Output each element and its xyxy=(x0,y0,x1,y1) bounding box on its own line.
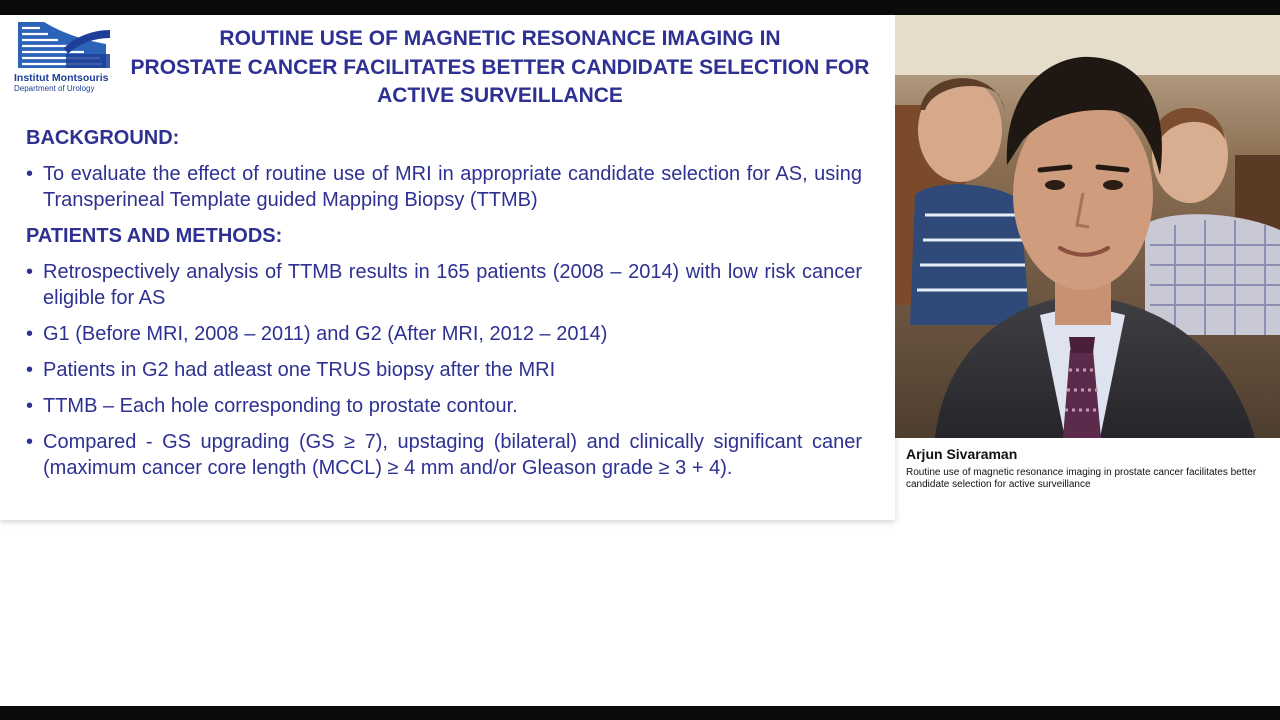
bullet-glyph: • xyxy=(26,431,34,453)
section-heading-background: BACKGROUND: xyxy=(26,127,180,149)
institution-logo xyxy=(14,18,110,98)
slide-title-line: PROSTATE CANCER FACILITATES BETTER CANDIDATE SELECTION FOR xyxy=(130,55,870,79)
bullet-item xyxy=(26,259,862,311)
speaker-photo xyxy=(895,15,1280,438)
slide-title xyxy=(110,25,890,111)
bullet-text: To evaluate the effect of routine use of MRI in appropriate candidate selection for AS, using Transperineal Template guided Mapping Biopsy (TTMB) xyxy=(43,163,862,211)
bullet-item xyxy=(26,357,862,383)
slide-title-line: ROUTINE USE OF MAGNETIC RESONANCE IMAGING IN xyxy=(219,27,781,50)
bullet-item xyxy=(26,161,862,213)
bullet-text: TTMB – Each hole corresponding to prostate contour. xyxy=(43,395,518,417)
bullet-glyph: • xyxy=(26,261,34,283)
bullet-text: G1 (Before MRI, 2008 – 2011) and G2 (After MRI, 2012 – 2014) xyxy=(43,323,608,345)
bullet-glyph: • xyxy=(26,359,34,381)
speaker-video-feed xyxy=(895,15,1280,438)
letterbox-top xyxy=(0,0,1280,15)
bullet-text: Retrospectively analysis of TTMB results in 165 patients (2008 – 2014) with low risk cancer eligible for AS xyxy=(43,261,862,309)
logo-department-name: Department of Urology xyxy=(14,84,95,93)
bullet-item xyxy=(26,321,862,347)
bullet-item xyxy=(26,393,862,419)
talk-description: Routine use of magnetic resonance imaging in prostate cancer facilitates better candidate selection for active surveillance xyxy=(906,467,1257,490)
presentation-slide xyxy=(0,15,895,520)
bullet-text: Patients in G2 had atleast one TRUS biopsy after the MRI xyxy=(43,359,556,381)
letterbox-bottom xyxy=(0,706,1280,720)
building-logo-icon xyxy=(14,18,110,72)
slide-title-line: ACTIVE SURVEILLANCE xyxy=(377,84,623,107)
bullet-glyph: • xyxy=(26,163,34,185)
speaker-name: Arjun Sivaraman xyxy=(906,446,1018,462)
bullet-glyph: • xyxy=(26,323,34,345)
logo-institute-name: Institut Montsouris xyxy=(14,72,109,84)
bullet-text: Compared - GS upgrading (GS ≥ 7), upstaging (bilateral) and clinically significant caner (maximum cancer core length (MCCL) ≥ 4 mm and/or Gleason grade ≥ 3 + 4). xyxy=(43,431,862,479)
bullet-glyph: • xyxy=(26,395,34,417)
section-heading-patients-methods: PATIENTS AND METHODS: xyxy=(26,225,283,247)
slide-body xyxy=(26,125,862,491)
bullet-item xyxy=(26,429,862,481)
